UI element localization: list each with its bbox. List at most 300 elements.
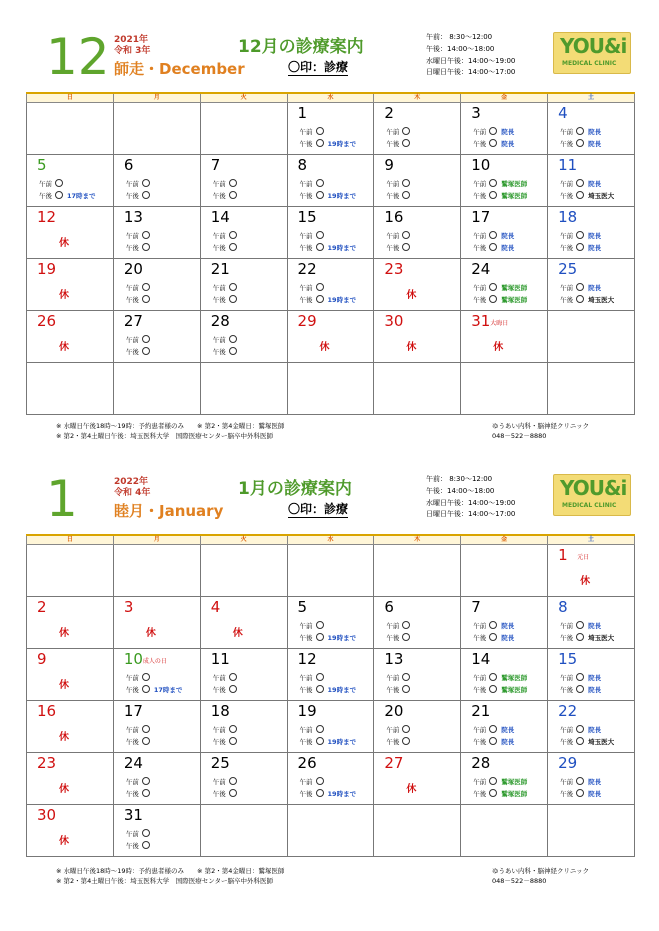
afternoon-session <box>560 737 614 746</box>
day-cell <box>287 596 374 648</box>
empty-day-cell <box>287 804 374 856</box>
day-number: 20 <box>123 259 143 278</box>
session-label: 午前 <box>299 231 313 240</box>
session-label: 午前 <box>212 179 226 188</box>
afternoon-session <box>473 295 527 304</box>
closed-mark: 休 <box>59 783 69 795</box>
morning-session <box>126 725 150 734</box>
session-label: 午後 <box>560 633 574 642</box>
afternoon-session <box>386 633 410 642</box>
open-circle-icon <box>316 633 324 641</box>
hours-line: 日曜日午後：14:00～17:00 <box>426 510 516 519</box>
day-number: 23 <box>37 753 57 772</box>
day-cell <box>548 258 635 310</box>
open-circle-icon <box>229 685 237 693</box>
session-note: 院長 <box>501 725 515 734</box>
open-circle-icon <box>316 789 324 797</box>
day-cell <box>113 596 200 648</box>
day-cell <box>113 258 200 310</box>
footer-notes <box>56 421 284 441</box>
closed-mark: 休 <box>319 341 330 353</box>
open-circle-icon <box>229 789 237 797</box>
day-cell <box>113 804 200 856</box>
session-note: 院長 <box>501 231 515 240</box>
day-cell <box>113 648 200 700</box>
morning-session <box>126 179 150 188</box>
closed-mark: 休 <box>59 237 69 249</box>
day-number: 22 <box>297 259 317 278</box>
session-note: 19時まで <box>327 737 357 746</box>
open-circle-icon <box>576 789 584 797</box>
session-label: 午前 <box>212 725 226 734</box>
empty-day-cell <box>27 544 114 596</box>
session-label: 午後 <box>212 685 226 694</box>
morning-session <box>126 283 150 292</box>
day-number: 20 <box>384 701 404 720</box>
week-row <box>27 752 635 804</box>
day-number: 15 <box>297 207 317 226</box>
day-number: 14 <box>210 207 230 226</box>
session-label: 午前 <box>560 127 574 136</box>
empty-day-cell <box>200 544 287 596</box>
day-number: 13 <box>384 649 404 668</box>
afternoon-session <box>39 191 96 200</box>
morning-session <box>300 725 324 734</box>
day-cell <box>461 648 548 700</box>
session-note: 埼玉医大 <box>588 295 615 304</box>
open-circle-icon <box>402 243 410 251</box>
open-circle-icon <box>142 841 150 849</box>
morning-session <box>386 231 410 240</box>
day-number: 2 <box>37 597 47 616</box>
open-circle-icon <box>402 139 410 147</box>
session-label: 午前 <box>125 673 139 682</box>
empty-day-cell <box>287 544 374 596</box>
open-circle-icon <box>576 295 584 303</box>
calendar-title: 1月の診療案内 <box>238 479 352 499</box>
open-circle-icon <box>316 139 324 147</box>
open-circle-icon <box>316 777 324 785</box>
day-cell <box>113 154 200 206</box>
logo-sub-text: MEDICAL CLINIC <box>562 60 617 67</box>
session-note: 院長 <box>588 789 602 798</box>
day-cell <box>287 206 374 258</box>
month-number: 1 <box>46 470 78 528</box>
logo-sub-text: MEDICAL CLINIC <box>562 502 617 509</box>
session-label: 午後 <box>212 295 226 304</box>
open-circle-icon <box>402 191 410 199</box>
calendar-table <box>26 536 635 857</box>
day-cell <box>200 752 287 804</box>
session-label: 午後 <box>299 139 313 148</box>
footer-note-line: ※ 水曜日午後18時～19時：予約患者様のみ ※ 第2・第4金曜日：鷲塚医師 <box>56 867 285 875</box>
session-note: 鷲塚医師 <box>501 295 528 304</box>
session-note: 19時まで <box>327 789 357 798</box>
afternoon-session <box>560 685 601 694</box>
holiday-note: 大晦日 <box>490 319 509 327</box>
open-circle-icon <box>229 283 237 291</box>
open-circle-icon <box>489 777 497 785</box>
month-calendar <box>26 28 635 356</box>
afternoon-session <box>300 295 357 304</box>
weekday-header: 月 <box>113 536 200 544</box>
session-note: 17時まで <box>67 191 96 200</box>
session-note: 鷲塚医師 <box>501 673 528 682</box>
session-label: 午後 <box>560 737 574 746</box>
footer-notes <box>56 866 284 886</box>
open-circle-icon <box>489 139 497 147</box>
session-note: 鷲塚医師 <box>501 179 528 188</box>
day-number: 15 <box>558 649 578 668</box>
open-circle-icon <box>316 673 324 681</box>
session-label: 午前 <box>299 283 313 292</box>
session-label: 午後 <box>386 191 400 200</box>
open-circle-icon <box>489 127 497 135</box>
day-number: 16 <box>384 207 404 226</box>
session-label: 午後 <box>386 139 400 148</box>
weekday-header: 日 <box>27 94 114 102</box>
afternoon-session <box>473 633 514 642</box>
week-row <box>27 804 635 856</box>
closed-mark: 休 <box>406 341 417 353</box>
open-circle-icon <box>576 777 584 785</box>
week-row <box>27 648 635 700</box>
day-cell <box>27 206 114 258</box>
weekday-header: 月 <box>113 94 200 102</box>
day-number: 17 <box>471 207 491 226</box>
morning-session <box>386 179 410 188</box>
afternoon-session <box>300 633 357 642</box>
morning-session <box>39 179 63 188</box>
day-number: 31 <box>123 805 143 824</box>
session-label: 午前 <box>299 127 313 136</box>
session-label: 午後 <box>299 685 313 694</box>
morning-session <box>300 127 324 136</box>
session-label: 午後 <box>125 737 139 746</box>
day-number: 6 <box>384 597 394 616</box>
day-cell <box>113 310 200 362</box>
session-note: 院長 <box>588 621 602 630</box>
session-label: 午前 <box>560 621 574 630</box>
afternoon-session <box>126 685 183 694</box>
day-cell <box>461 596 548 648</box>
afternoon-session <box>386 685 410 694</box>
session-note: 19時まで <box>327 633 357 642</box>
day-cell <box>287 154 374 206</box>
day-cell <box>461 258 548 310</box>
day-number: 24 <box>471 259 491 278</box>
session-label: 午後 <box>125 243 139 252</box>
open-circle-icon <box>576 685 584 693</box>
open-circle-icon <box>229 191 237 199</box>
afternoon-session <box>560 139 601 148</box>
morning-session <box>560 777 601 786</box>
session-note: 鷲塚医師 <box>501 191 528 200</box>
day-number: 22 <box>558 701 578 720</box>
day-number: 8 <box>558 597 568 616</box>
open-circle-icon <box>316 685 324 693</box>
day-number: 30 <box>37 805 57 824</box>
day-number: 5 <box>37 155 47 174</box>
day-number: 4 <box>558 103 568 122</box>
session-label: 午前 <box>560 725 574 734</box>
session-label: 午前 <box>473 127 487 136</box>
session-label: 午後 <box>125 685 139 694</box>
day-cell <box>200 258 287 310</box>
afternoon-session <box>213 347 237 356</box>
day-cell <box>27 596 114 648</box>
morning-session <box>213 179 237 188</box>
open-circle-icon <box>229 179 237 187</box>
session-label: 午後 <box>125 347 139 356</box>
afternoon-session <box>126 243 150 252</box>
afternoon-session <box>213 685 237 694</box>
session-note: 19時まで <box>327 139 357 148</box>
empty-day-cell <box>548 362 635 414</box>
afternoon-session <box>300 685 357 694</box>
session-label: 午後 <box>473 633 487 642</box>
empty-day-cell <box>27 362 114 414</box>
open-circle-icon <box>576 725 584 733</box>
footer-info-line: 048－522－8880 <box>492 432 547 440</box>
day-cell <box>27 648 114 700</box>
day-cell <box>200 206 287 258</box>
day-number: 11 <box>210 649 230 668</box>
day-cell <box>548 102 635 154</box>
open-circle-icon <box>142 243 150 251</box>
session-label: 午後 <box>299 191 313 200</box>
day-number: 9 <box>384 155 394 174</box>
afternoon-session <box>473 737 514 746</box>
open-circle-icon <box>142 737 150 745</box>
closed-mark: 休 <box>59 679 69 691</box>
day-cell <box>461 310 548 362</box>
session-label: 午後 <box>473 191 487 200</box>
session-label: 午前 <box>212 283 226 292</box>
morning-session <box>213 725 237 734</box>
session-note: 院長 <box>588 127 602 136</box>
morning-session <box>386 673 410 682</box>
open-circle-icon <box>229 673 237 681</box>
week-row <box>27 310 635 362</box>
calendar-header <box>26 470 635 530</box>
hours-line: 午後：14:00～18:00 <box>426 44 495 53</box>
closed-mark: 休 <box>59 289 69 301</box>
session-label: 午前 <box>299 673 313 682</box>
session-label: 午前 <box>473 283 487 292</box>
session-note: 19時まで <box>327 191 357 200</box>
session-label: 午後 <box>560 243 574 252</box>
session-note: 院長 <box>501 243 515 252</box>
morning-session <box>473 179 527 188</box>
session-label: 午後 <box>212 191 226 200</box>
day-number: 24 <box>123 753 143 772</box>
morning-session <box>473 231 514 240</box>
day-number: 21 <box>471 701 491 720</box>
day-number: 6 <box>123 155 134 174</box>
day-number: 9 <box>37 649 47 668</box>
open-circle-icon <box>229 243 237 251</box>
day-number: 2 <box>384 103 394 122</box>
calendar-header <box>26 28 635 88</box>
weekday-header: 火 <box>200 536 287 544</box>
morning-session <box>473 673 527 682</box>
afternoon-session <box>473 685 527 694</box>
open-circle-icon <box>489 685 497 693</box>
open-circle-icon <box>576 283 584 291</box>
open-circle-icon <box>402 231 410 239</box>
open-circle-icon <box>489 737 497 745</box>
day-cell <box>27 752 114 804</box>
day-number: 16 <box>37 701 57 720</box>
session-label: 午前 <box>473 231 487 240</box>
footer-info-line: 048－522－8880 <box>492 877 547 885</box>
logo-main-text: YOU&i <box>560 476 627 500</box>
open-circle-icon <box>402 633 410 641</box>
open-circle-icon <box>489 295 497 303</box>
closed-mark: 休 <box>493 341 504 353</box>
morning-session <box>300 179 324 188</box>
session-label: 午後 <box>386 685 400 694</box>
afternoon-session <box>473 139 514 148</box>
day-cell <box>374 206 461 258</box>
weekday-header: 金 <box>461 536 548 544</box>
session-note: 院長 <box>588 243 602 252</box>
afternoon-session <box>300 243 357 252</box>
footer-note-line: ※ 第2・第4土曜日午後：埼玉医科大学 国際医療センター脳卒中外科医師 <box>56 877 274 885</box>
day-cell <box>27 700 114 752</box>
day-number: 13 <box>123 207 143 226</box>
open-circle-icon <box>489 633 497 641</box>
session-label: 午前 <box>473 673 487 682</box>
open-circle-icon <box>142 335 150 343</box>
hours-line: 水曜日午後：14:00～19:00 <box>426 498 516 507</box>
morning-session <box>126 829 150 838</box>
session-note: 19時まで <box>327 685 357 694</box>
session-label: 午前 <box>299 777 313 786</box>
hours-line: 午後：14:00～18:00 <box>426 486 495 495</box>
session-label: 午後 <box>299 789 313 798</box>
session-label: 午後 <box>125 841 139 850</box>
session-note: 院長 <box>501 621 515 630</box>
open-circle-icon <box>142 347 150 355</box>
day-number: 27 <box>384 753 404 772</box>
open-circle-icon <box>489 231 497 239</box>
morning-session <box>560 621 601 630</box>
day-number: 31 <box>471 311 491 330</box>
afternoon-session <box>213 737 237 746</box>
session-label: 午前 <box>386 127 400 136</box>
open-circle-icon <box>142 231 150 239</box>
empty-day-cell <box>113 102 200 154</box>
year-label: 2022年 <box>114 477 149 487</box>
afternoon-session <box>473 243 514 252</box>
day-cell <box>461 102 548 154</box>
day-number: 29 <box>558 753 578 772</box>
session-note: 埼玉医大 <box>588 737 615 746</box>
day-cell <box>27 154 114 206</box>
afternoon-session <box>473 191 527 200</box>
open-circle-icon <box>316 179 324 187</box>
year-label: 2021年 <box>114 35 149 45</box>
afternoon-session <box>126 789 150 798</box>
day-cell <box>461 154 548 206</box>
session-label: 午後 <box>473 685 487 694</box>
morning-session <box>560 283 601 292</box>
day-cell <box>548 206 635 258</box>
afternoon-session <box>473 789 527 798</box>
empty-day-cell <box>374 544 461 596</box>
session-note: 17時まで <box>153 685 183 694</box>
hours-line: 午前： 8:30～12:00 <box>426 33 493 41</box>
day-cell <box>113 700 200 752</box>
open-circle-icon <box>229 725 237 733</box>
closed-mark: 休 <box>59 341 69 353</box>
day-cell <box>200 310 287 362</box>
holiday-note: 成人の日 <box>142 657 167 665</box>
session-label: 午後 <box>473 789 487 798</box>
session-label: 午後 <box>473 737 487 746</box>
morning-session <box>386 127 410 136</box>
afternoon-session <box>213 243 237 252</box>
footer-note-line: ※ 第2・第4土曜日午後：埼玉医科大学 国際医療センター脳卒中外科医師 <box>56 432 274 440</box>
day-number: 29 <box>297 311 317 330</box>
weekday-header: 金 <box>461 94 548 102</box>
morning-session <box>473 283 527 292</box>
empty-day-cell <box>374 804 461 856</box>
session-label: 午後 <box>39 191 52 200</box>
open-circle-icon <box>229 231 237 239</box>
session-label: 午前 <box>125 283 139 292</box>
session-note: 19時まで <box>327 295 357 304</box>
session-label: 午前 <box>560 673 574 682</box>
open-circle-icon <box>489 243 497 251</box>
open-circle-icon <box>316 283 324 291</box>
day-number: 3 <box>123 597 134 616</box>
month-calendar <box>26 470 635 850</box>
day-number: 19 <box>37 259 57 278</box>
weekday-header: 木 <box>374 94 461 102</box>
footer-info-line: ゆうあい内科・脳神経クリニック <box>492 867 590 875</box>
session-label: 午後 <box>386 737 400 746</box>
open-circle-icon <box>142 725 150 733</box>
clinic-logo <box>553 32 631 74</box>
day-number: 18 <box>558 207 578 226</box>
open-circle-icon <box>489 283 497 291</box>
clinic-logo <box>553 474 631 516</box>
calendar-grid <box>26 534 635 857</box>
open-circle-icon <box>402 685 410 693</box>
day-cell <box>548 154 635 206</box>
closed-mark: 休 <box>580 575 591 587</box>
day-cell <box>374 648 461 700</box>
day-cell <box>113 752 200 804</box>
open-circle-icon <box>489 725 497 733</box>
afternoon-session <box>300 789 357 798</box>
session-note: 院長 <box>501 737 515 746</box>
weekday-header: 土 <box>548 94 635 102</box>
morning-session <box>300 231 324 240</box>
day-cell <box>287 102 374 154</box>
day-cell <box>548 596 635 648</box>
morning-session <box>213 777 237 786</box>
session-label: 午後 <box>299 295 313 304</box>
empty-day-cell <box>548 310 635 362</box>
weekday-header-row <box>27 536 635 544</box>
open-circle-icon <box>489 191 497 199</box>
session-label: 午後 <box>560 295 574 304</box>
session-label: 午前 <box>386 231 400 240</box>
